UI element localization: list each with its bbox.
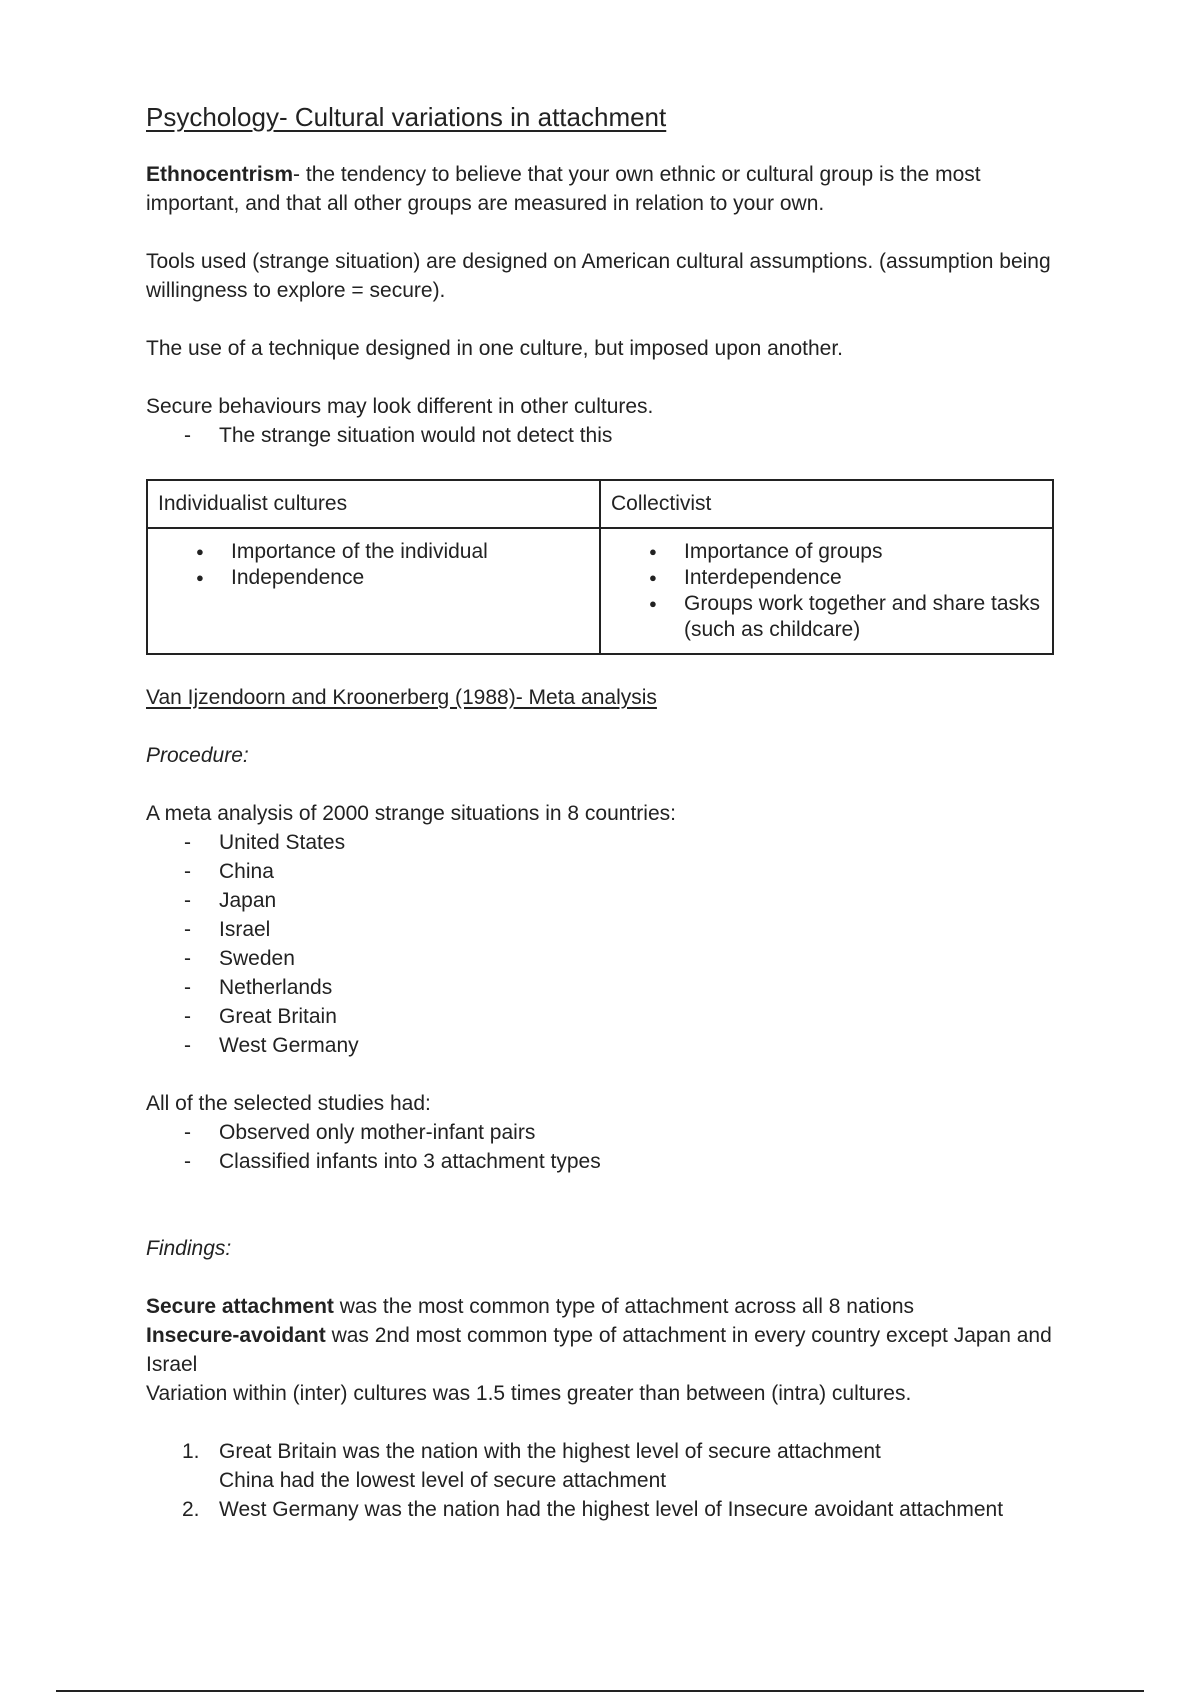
finding-avoidant-term: Insecure-avoidant bbox=[146, 1324, 326, 1347]
list-item-line: China had the lowest level of secure attachment bbox=[219, 1469, 667, 1492]
secure-note-list bbox=[146, 421, 1061, 450]
collectivist-cell bbox=[600, 528, 1053, 654]
list-item: ● Importance of groups bbox=[611, 539, 1042, 565]
list-item: ● Interdependence bbox=[611, 565, 1042, 591]
criteria-list bbox=[146, 1118, 1061, 1176]
imposed-etic-note: The use of a technique designed in one culture, but imposed upon another. bbox=[146, 337, 843, 360]
list-item: ● Groups work together and share tasks (such as childcare) bbox=[611, 591, 1042, 643]
criteria-intro: All of the selected studies had: bbox=[146, 1092, 431, 1115]
ethnocentrism-definition bbox=[146, 160, 1061, 218]
findings-label: Findings: bbox=[146, 1237, 232, 1260]
header-individualist: Individualist cultures bbox=[147, 480, 600, 528]
list-item: - Great Britain bbox=[146, 1002, 1061, 1031]
tools-note: Tools used (strange situation) are designed on American cultural assumptions. (assumption being willingness to explore = secure). bbox=[146, 250, 1051, 302]
list-item-line: Great Britain was the nation with the highest level of secure attachment bbox=[219, 1440, 881, 1463]
list-item bbox=[146, 1437, 1061, 1495]
page-bottom-divider bbox=[56, 1690, 1144, 1692]
page-title: Psychology- Cultural variations in attachment bbox=[146, 102, 667, 132]
culture-comparison-table bbox=[146, 479, 1054, 655]
study-heading: Van Ijzendoorn and Kroonerberg (1988)- Meta analysis bbox=[146, 686, 657, 709]
finding-variation: Variation within (inter) cultures was 1.5 times greater than between (intra) cultures. bbox=[146, 1382, 912, 1405]
list-item: ● Independence bbox=[158, 565, 589, 591]
finding-secure-term: Secure attachment bbox=[146, 1295, 334, 1318]
header-collectivist: Collectivist bbox=[600, 480, 1053, 528]
list-item: - Israel bbox=[146, 915, 1061, 944]
numbered-findings-list bbox=[146, 1437, 1061, 1524]
finding-avoidant-text: was 2nd most common type of attachment in every country except Japan and Israel bbox=[146, 1324, 1052, 1376]
list-item: - Sweden bbox=[146, 944, 1061, 973]
finding-secure bbox=[146, 1292, 1061, 1321]
list-item: - Japan bbox=[146, 886, 1061, 915]
individualist-cell bbox=[147, 528, 600, 654]
procedure-intro: A meta analysis of 2000 strange situations in 8 countries: bbox=[146, 802, 676, 825]
list-item: - Netherlands bbox=[146, 973, 1061, 1002]
table-header-row bbox=[147, 480, 1053, 528]
list-item: - Observed only mother-infant pairs bbox=[146, 1118, 1061, 1147]
list-item-line: West Germany was the nation had the highest level of Insecure avoidant attachment bbox=[219, 1498, 1004, 1521]
finding-avoidant bbox=[146, 1321, 1061, 1379]
list-item bbox=[146, 1495, 1061, 1524]
list-item: - Classified infants into 3 attachment types bbox=[146, 1147, 1061, 1176]
list-item: - The strange situation would not detect this bbox=[146, 421, 1061, 450]
list-item: - West Germany bbox=[146, 1031, 1061, 1060]
list-item: ● Importance of the individual bbox=[158, 539, 589, 565]
ethnocentrism-term: Ethnocentrism bbox=[146, 163, 294, 186]
collectivist-list bbox=[611, 539, 1042, 643]
list-number: 2. bbox=[182, 1498, 200, 1521]
procedure-label: Procedure: bbox=[146, 744, 249, 767]
finding-secure-text: was the most common type of attachment across all 8 nations bbox=[333, 1295, 915, 1318]
countries-list bbox=[146, 828, 1061, 1060]
list-number: 1. bbox=[182, 1440, 200, 1463]
individualist-list bbox=[158, 539, 589, 591]
document-page bbox=[146, 100, 1061, 1524]
list-item: - China bbox=[146, 857, 1061, 886]
list-item: - United States bbox=[146, 828, 1061, 857]
table-row bbox=[147, 528, 1053, 654]
secure-behaviours-note: Secure behaviours may look different in other cultures. bbox=[146, 395, 654, 418]
ethnocentrism-text: - the tendency to believe that your own ethnic or cultural group is the most important, and that all other groups are measured in relation to your own. bbox=[146, 163, 981, 215]
